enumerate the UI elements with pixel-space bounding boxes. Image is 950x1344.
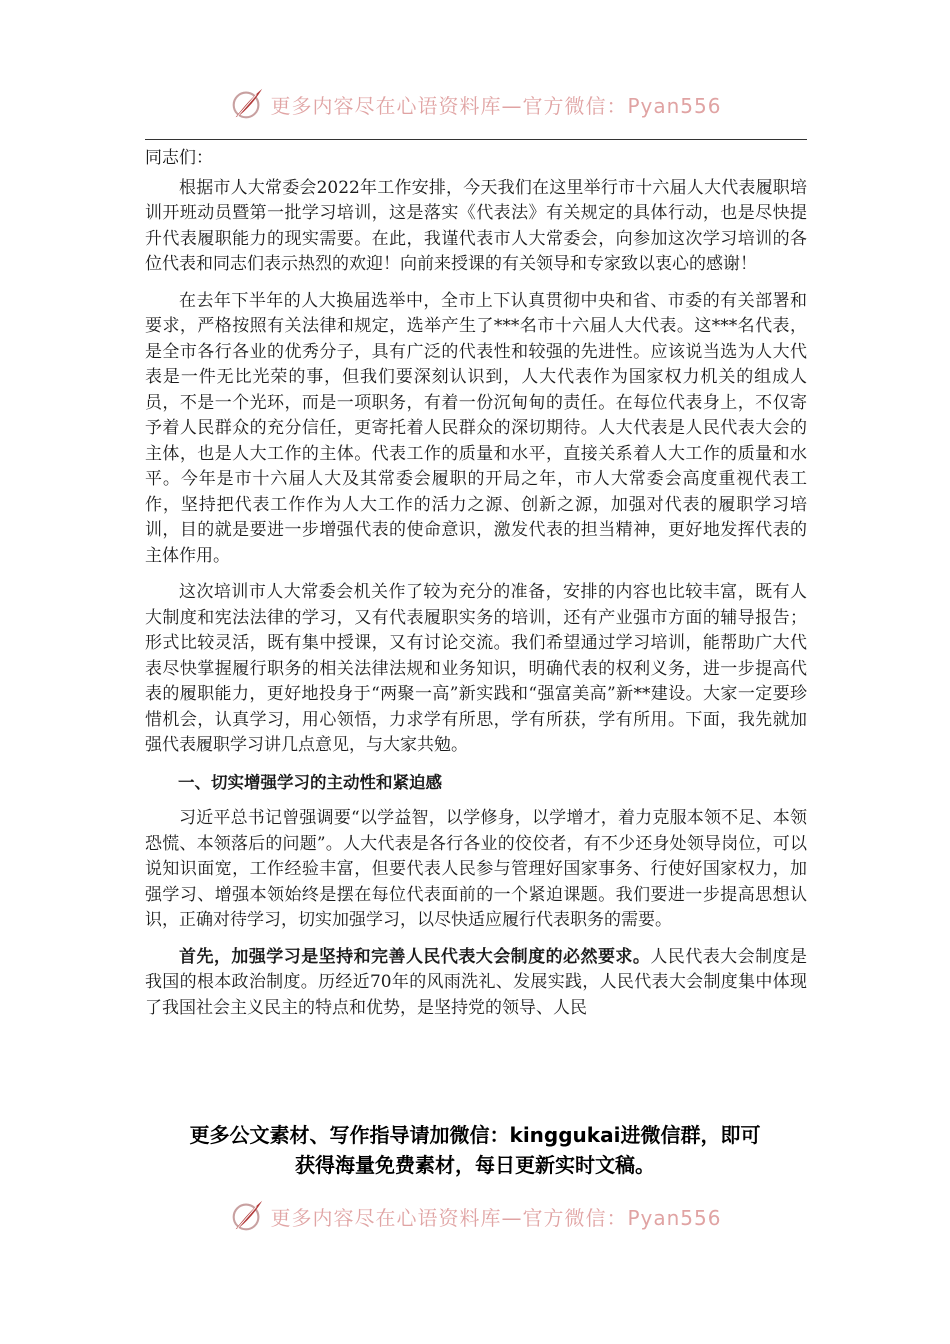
paragraph-5-bold-lead: 首先，加强学习是坚持和完善人民代表大会制度的必然要求。 <box>179 946 651 967</box>
paragraph-2: 在去年下半年的人大换届选举中，全市上下认真贯彻中央和省、市委的有关部署和要求，严格按照有关法律和规定，选举产生了***名市十六届人大代表。这***名代表，是全市各行各业的优秀分子，具有广泛的代表性和较强的先进性。应该说当选为人大代表是一件无比光荣的事，但我们要深刻认识到，人大代表作为国家权力机关的组成人员，不是一个光环，而是一项职务，有着一份沉甸甸的责任。在每位代表身上，不仅寄予着人民群众的充分信任，更寄托着人民群众的深切期待。人大代表是人民代表大会的主体，也是人大工作的主体。代表工作的质量和水平，直接关系着人大工作的质量和水平。今年是市十六届人大及其常委会履职的开局之年，市人大常委会高度重视代表工作，坚持把代表工作作为人大工作的活力之源、创新之源，加强对代表的履职学习培训，目的就是要进一步增强代表的使命意识，激发代表的担当精神，更好地发挥代表的主体作用。 <box>145 290 807 566</box>
paragraph-4: 习近平总书记曾强调要“以学益智，以学修身，以学增才，着力克服本领不足、本领恐慌、本领落后的问题”。人大代表是各行各业的佼佼者，有不少还身处领导岗位，可以说知识面宽，工作经验丰富，但要代表人民参与管理好国家事务、行使好国家权力，加强学习、增强本领始终是摆在每位代表面前的一个紧迫课题。我们要进一步提高思想认识，正确对待学习，切实加强学习，以尽快适应履行代表职务的需要。 <box>145 808 807 930</box>
header-divider <box>145 139 807 140</box>
paragraph-3: 这次培训市人大常委会机关作了较为充分的准备，安排的内容也比较丰富，既有人大制度和宪法法律的学习，又有代表履职实务的培训，还有产业强市方面的辅导报告；形式比较灵活，既有集中授课，又有讨论交流。我们希望通过学习培训，能帮助广大代表尽快掌握履行职务的相关法律法规和业务知识，明确代表的权利义务，进一步提高代表的履职能力，更好地投身于“两聚一高”新实践和“强富美高”新**建设。大家一定要珍惜机会，认真学习，用心领悟，力求学有所思，学有所获，学有所用。下面，我先就加强代表履职学习讲几点意见，与大家共勉。 <box>145 582 807 755</box>
feather-quill-icon <box>228 1197 266 1235</box>
watermark-text: 更多内容尽在心语资料库—官方微信：Pyan556 <box>270 1205 722 1230</box>
paragraph-5-text: 人民代表大会制度是我国的根本政治制度。历经近70年的风雨洗礼、发展实践，人民代表大会制度集中体现了我国社会主义民主的特点和优势，是坚持党的领导、人民 <box>145 946 808 1018</box>
watermark-text: 更多内容尽在心语资料库—官方微信：Pyan556 <box>270 93 722 118</box>
promo-line-1: 更多公文素材、写作指导请加微信：kinggukai进微信群，即可 <box>189 1123 761 1147</box>
promo-line-2: 获得海量免费素材，每日更新实时文稿。 <box>295 1153 655 1177</box>
document-body <box>145 146 807 1032</box>
footer-watermark <box>0 1196 950 1236</box>
salutation: 同志们： <box>145 148 213 168</box>
paragraph-1: 根据市人大常委会2022年工作安排，今天我们在这里举行市十六届人大代表履职培训开班动员暨第一批学习培训，这是落实《代表法》有关规定的具体行动，也是尽快提升代表履职能力的现实需要。在此，我谨代表市人大常委会，向参加这次学习培训的各位代表和同志们表示热烈的欢迎！向前来授课的有关领导和专家致以衷心的感谢！ <box>145 177 807 274</box>
feather-quill-icon <box>228 85 266 123</box>
promo-block <box>125 1120 825 1180</box>
paragraph-5 <box>145 945 807 1022</box>
header-watermark <box>0 84 950 124</box>
section-heading: 一、切实增强学习的主动性和紧迫感 <box>178 772 442 792</box>
